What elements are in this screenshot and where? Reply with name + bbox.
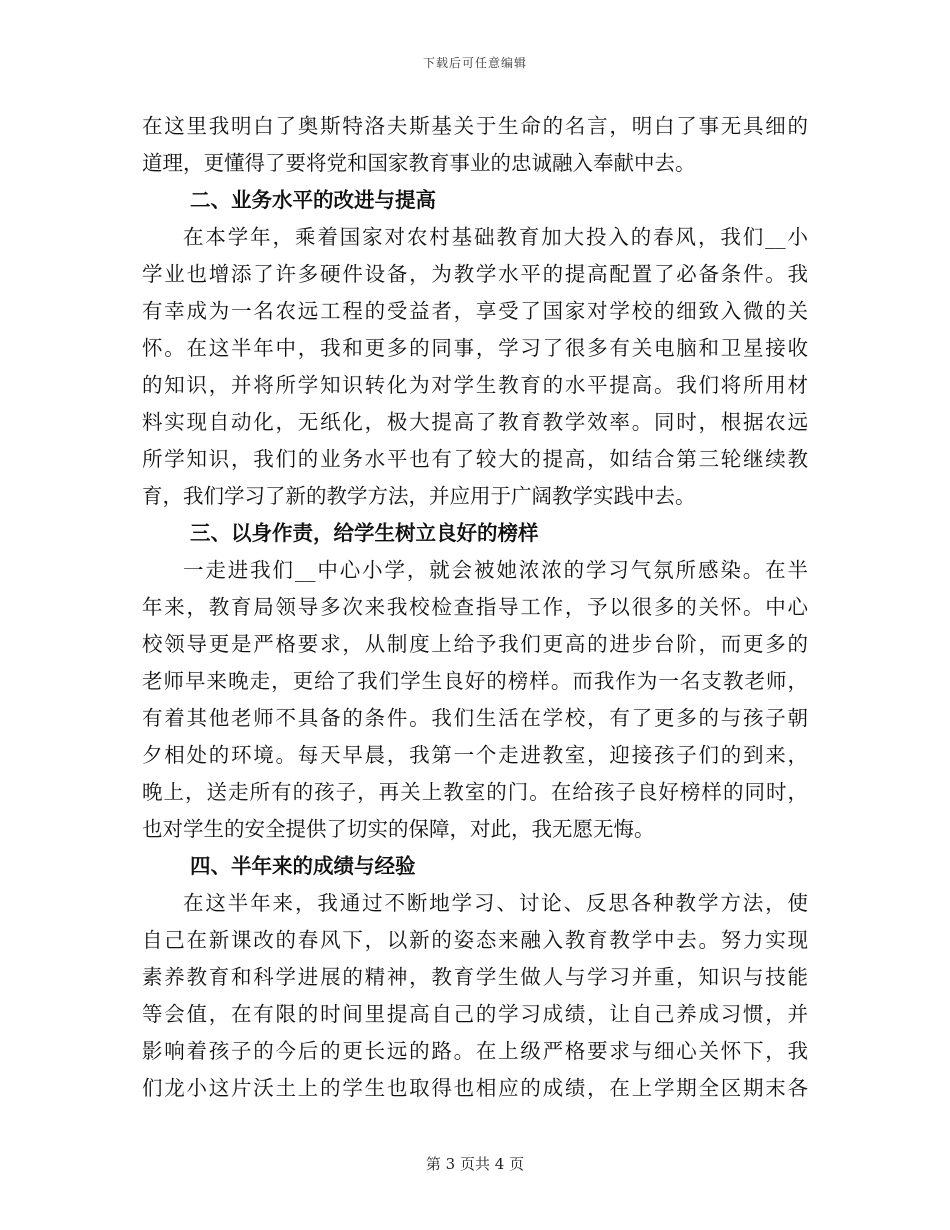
text-line: 影响着孩子的今后的更长远的路。在上级严格要求与细心关怀下，我	[142, 1039, 808, 1063]
text-line: 校领导更是严格要求，从制度上给予我们更高的进步台阶，而更多的	[142, 632, 808, 656]
text-line: 年来，教育局领导多次来我校检查指导工作，予以很多的关怀。中心	[142, 595, 808, 619]
text-line: 在这里我明白了奥斯特洛夫斯基关于生命的名言，明白了事无具细的	[142, 114, 808, 138]
text-line: 晚上，送走所有的孩子，再关上教室的门。在给孩子良好榜样的同时，	[142, 780, 808, 804]
text-line: 怀。在这半年中，我和更多的同事，学习了很多有关电脑和卫星接收	[142, 336, 808, 360]
text-line: 一走进我们__中心小学，就会被她浓浓的学习气氛所感染。在半	[183, 558, 808, 582]
text-line: 料实现自动化，无纸化，极大提高了教育教学效率。同时，根据农远	[142, 410, 808, 434]
text-line: 道理，更懂得了要将党和国家教育事业的忠诚融入奉献中去。	[142, 151, 696, 175]
text-line: 也对学生的安全提供了切实的保障，对此，我无愿无悔。	[142, 817, 655, 841]
text-line: 所学知识，我们的业务水平也有了较大的提高，如结合第三轮继续教	[142, 447, 808, 471]
document-body	[142, 108, 808, 1107]
text-line: 有幸成为一名农远工程的受益者，享受了国家对学校的细致入微的关	[142, 299, 808, 323]
text-line: 们龙小这片沃土上的学生也取得也相应的成绩，在上学期全区期末各	[142, 1076, 808, 1100]
text-line: 学业也增添了许多硬件设备，为教学水平的提高配置了必备条件。我	[142, 262, 808, 286]
text-line: 夕相处的环境。每天早晨，我第一个走进教室，迎接孩子们的到来，	[142, 743, 808, 767]
text-line: 在本学年，乘着国家对农村基础教育加大投入的春风，我们__小	[183, 225, 808, 249]
text-line: 的知识，并将所学知识转化为对学生教育的水平提高。我们将所用材	[142, 373, 808, 397]
page-header: 下载后可任意编辑	[422, 56, 527, 70]
text-line: 育，我们学习了新的教学方法，并应用于广阔教学实践中去。	[142, 484, 696, 508]
section-heading: 四、半年来的成绩与经验	[190, 854, 416, 878]
text-line: 自己在新课改的春风下，以新的姿态来融入教育教学中去。努力实现	[142, 928, 808, 952]
text-line: 有着其他老师不具备的条件。我们生活在学校，有了更多的与孩子朝	[142, 706, 808, 730]
text-line: 等会值，在有限的时间里提高自己的学习成绩，让自己养成习惯，并	[142, 1002, 808, 1026]
text-line: 在这半年来，我通过不断地学习、讨论、反思各种教学方法，使	[183, 891, 808, 915]
page-number: 第 3 页共 4 页	[425, 1155, 525, 1173]
text-line: 素养教育和科学进展的精神，教育学生做人与学习并重，知识与技能	[142, 965, 808, 989]
text-line: 老师早来晚走，更给了我们学生良好的榜样。而我作为一名支教老师，	[142, 669, 808, 693]
section-heading: 二、业务水平的改进与提高	[190, 188, 436, 212]
section-heading: 三、以身作责，给学生树立良好的榜样	[190, 521, 539, 545]
